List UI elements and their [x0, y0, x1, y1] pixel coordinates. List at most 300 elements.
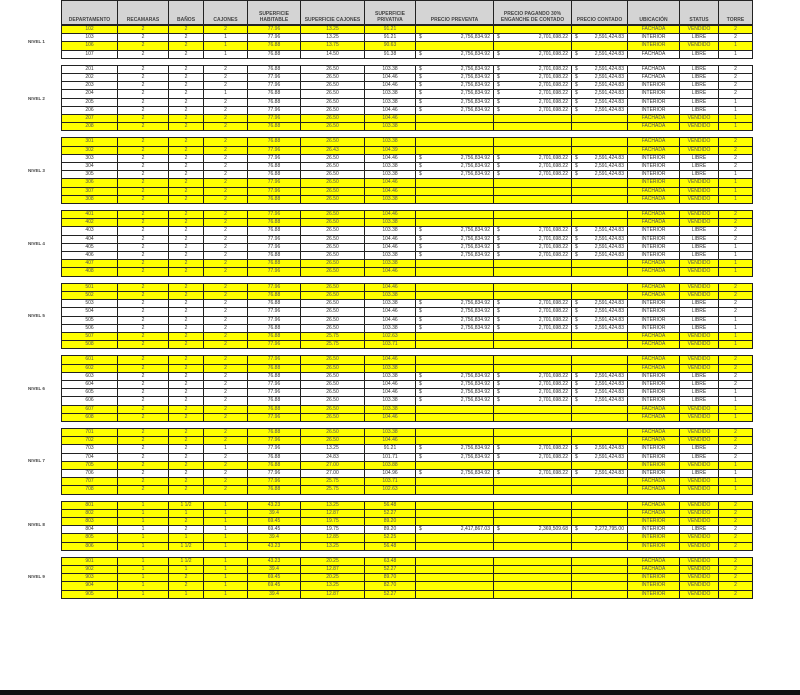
- cell-superficie-privativa: 104.46: [365, 179, 416, 187]
- cell-precio-enganche: [494, 397, 572, 405]
- table-row[interactable]: [62, 179, 753, 187]
- amount: 2,701,698.22: [538, 300, 568, 307]
- table-row[interactable]: [62, 115, 753, 123]
- cell-banos: 2: [169, 486, 204, 494]
- cell-banos: 2: [169, 380, 204, 388]
- cell-precio-enganche: [494, 324, 572, 332]
- cell-superficie-habitable: 43.23: [248, 501, 301, 509]
- cell-cajones: 2: [204, 437, 248, 445]
- cell-superficie-habitable: 76.88: [248, 405, 301, 413]
- cell-departamento: 704: [62, 453, 118, 461]
- cell-precio-enganche: [494, 115, 572, 123]
- cell-status: LIBRE: [680, 252, 719, 260]
- cell-torre: 2: [719, 308, 753, 316]
- cell-precio-enganche: [494, 260, 572, 268]
- cell-superficie-habitable: 77.96: [248, 478, 301, 486]
- cell-precio-contado: [572, 260, 628, 268]
- cell-status: VENDIDO: [680, 268, 719, 276]
- cell-superficie-habitable: 43.23: [248, 542, 301, 550]
- cell-superficie-habitable: 76.88: [248, 397, 301, 405]
- cell-torre: 2: [719, 34, 753, 42]
- cell-departamento: 501: [62, 283, 118, 291]
- cell-cajones: 1: [204, 557, 248, 565]
- cell-superficie-privativa: 52.27: [365, 565, 416, 573]
- cell-precio-contado: [572, 428, 628, 436]
- cell-superficie-privativa: 104.46: [365, 106, 416, 114]
- cell-superficie-privativa: 91.21: [365, 26, 416, 34]
- cell-torre: 1: [719, 389, 753, 397]
- cell-status: LIBRE: [680, 106, 719, 114]
- table-row[interactable]: [62, 146, 753, 154]
- cell-superficie-cajones: 26.50: [301, 65, 365, 73]
- table-row[interactable]: [62, 341, 753, 349]
- column-header-cajones: CAJONES: [204, 1, 248, 25]
- amount: 2,272,795.00: [594, 526, 624, 533]
- cell-precio-enganche: [494, 90, 572, 98]
- table-row[interactable]: [62, 372, 753, 380]
- cell-superficie-habitable: 76.88: [248, 98, 301, 106]
- cell-status: LIBRE: [680, 445, 719, 453]
- currency-symbol: $: [575, 90, 578, 97]
- table-row[interactable]: [62, 90, 753, 98]
- cell-superficie-habitable: 77.96: [248, 356, 301, 364]
- amount: 2,756,834.92: [460, 34, 490, 41]
- cell-precio-enganche: [494, 138, 572, 146]
- cell-superficie-cajones: 26.50: [301, 260, 365, 268]
- cell-recamaras: 2: [118, 26, 169, 34]
- cell-departamento: 902: [62, 565, 118, 573]
- floor-section: [61, 25, 753, 59]
- table-row[interactable]: [62, 123, 753, 131]
- cell-ubicacion: INTERIOR: [628, 308, 680, 316]
- table-row[interactable]: [62, 163, 753, 171]
- cell-departamento: 803: [62, 517, 118, 525]
- cell-superficie-privativa: 90.63: [365, 42, 416, 50]
- cell-precio-preventa: [416, 252, 494, 260]
- cell-departamento: 901: [62, 557, 118, 565]
- cell-banos: 2: [169, 50, 204, 58]
- cell-banos: 2: [169, 478, 204, 486]
- cell-status: LIBRE: [680, 372, 719, 380]
- cell-departamento: 607: [62, 405, 118, 413]
- amount: 2,756,834.92: [460, 82, 490, 89]
- cell-superficie-cajones: 24.83: [301, 453, 365, 461]
- cell-cajones: 2: [204, 308, 248, 316]
- table-row[interactable]: [62, 526, 753, 534]
- cell-precio-enganche: [494, 123, 572, 131]
- table-row[interactable]: [62, 171, 753, 179]
- money-value: [572, 82, 627, 89]
- floor-label: NIVEL 5: [28, 312, 45, 318]
- cell-banos: 2: [169, 397, 204, 405]
- cell-superficie-habitable: 77.96: [248, 211, 301, 219]
- cell-ubicacion: INTERIOR: [628, 34, 680, 42]
- table-row[interactable]: [62, 478, 753, 486]
- cell-recamaras: 2: [118, 316, 169, 324]
- cell-torre: 1: [719, 332, 753, 340]
- cell-banos: 2: [169, 445, 204, 453]
- table-row[interactable]: [62, 428, 753, 436]
- table-row[interactable]: [62, 98, 753, 106]
- table-row[interactable]: [62, 34, 753, 42]
- cell-superficie-habitable: 76.88: [248, 486, 301, 494]
- cell-superficie-privativa: 103.38: [365, 65, 416, 73]
- cell-precio-contado: [572, 557, 628, 565]
- amount: 2,756,834.92: [460, 397, 490, 404]
- currency-symbol: $: [497, 227, 500, 234]
- table-row[interactable]: [62, 154, 753, 162]
- floor-section: [61, 283, 753, 350]
- table-row[interactable]: [62, 582, 753, 590]
- table-row[interactable]: [62, 235, 753, 243]
- cell-superficie-cajones: 13.25: [301, 34, 365, 42]
- cell-precio-enganche: [494, 356, 572, 364]
- currency-symbol: $: [419, 252, 422, 259]
- money-value: [416, 454, 493, 461]
- cell-precio-enganche: [494, 65, 572, 73]
- currency-symbol: $: [497, 308, 500, 315]
- cell-cajones: 2: [204, 163, 248, 171]
- cell-cajones: 2: [204, 389, 248, 397]
- money-value: [572, 107, 627, 114]
- cell-status: LIBRE: [680, 389, 719, 397]
- table-row[interactable]: [62, 397, 753, 405]
- cell-superficie-cajones: 26.50: [301, 82, 365, 90]
- cell-ubicacion: INTERIOR: [628, 106, 680, 114]
- amount: 2,591,424.83: [594, 380, 624, 387]
- cell-cajones: 2: [204, 453, 248, 461]
- cell-precio-preventa: [416, 590, 494, 598]
- table-row[interactable]: [62, 509, 753, 517]
- table-row[interactable]: [62, 74, 753, 82]
- cell-status: VENDIDO: [680, 437, 719, 445]
- table-row[interactable]: [62, 42, 753, 50]
- table-row[interactable]: [62, 26, 753, 34]
- cell-superficie-privativa: 101.71: [365, 453, 416, 461]
- table-row[interactable]: [62, 413, 753, 421]
- cell-precio-contado: [572, 565, 628, 573]
- cell-recamaras: 2: [118, 243, 169, 251]
- cell-ubicacion: INTERIOR: [628, 453, 680, 461]
- cell-recamaras: 2: [118, 179, 169, 187]
- amount: 2,591,424.83: [594, 106, 624, 113]
- table-row[interactable]: [62, 138, 753, 146]
- amount: 2,591,424.83: [594, 74, 624, 81]
- cell-torre: 1: [719, 195, 753, 203]
- amount: 2,701,698.22: [538, 90, 568, 97]
- cell-superficie-habitable: 77.96: [248, 115, 301, 123]
- cell-precio-enganche: [494, 171, 572, 179]
- cell-recamaras: 2: [118, 341, 169, 349]
- amount: 2,591,424.83: [594, 171, 624, 178]
- cell-banos: 2: [169, 42, 204, 50]
- currency-symbol: $: [575, 526, 578, 533]
- money-value: [572, 445, 627, 452]
- currency-symbol: $: [497, 526, 500, 533]
- cell-status: VENDIDO: [680, 534, 719, 542]
- table-row[interactable]: [62, 82, 753, 90]
- cell-precio-contado: [572, 65, 628, 73]
- cell-ubicacion: FACHADA: [628, 356, 680, 364]
- cell-ubicacion: INTERIOR: [628, 397, 680, 405]
- table-row[interactable]: [62, 332, 753, 340]
- cell-superficie-privativa: 103.38: [365, 405, 416, 413]
- cell-departamento: 201: [62, 65, 118, 73]
- table-row[interactable]: [62, 219, 753, 227]
- cell-status: VENDIDO: [680, 138, 719, 146]
- cell-torre: 1: [719, 171, 753, 179]
- table-row[interactable]: [62, 461, 753, 469]
- currency-symbol: $: [575, 380, 578, 387]
- money-value: [572, 381, 627, 388]
- table-row[interactable]: [62, 590, 753, 598]
- cell-torre: 1: [719, 123, 753, 131]
- cell-precio-preventa: [416, 478, 494, 486]
- cell-precio-enganche: [494, 590, 572, 598]
- cell-precio-contado: [572, 372, 628, 380]
- cell-precio-preventa: [416, 106, 494, 114]
- cell-superficie-habitable: 76.88: [248, 461, 301, 469]
- cell-torre: 2: [719, 283, 753, 291]
- amount: 2,591,424.83: [594, 154, 624, 161]
- cell-precio-preventa: [416, 260, 494, 268]
- cell-torre: 2: [719, 219, 753, 227]
- cell-precio-preventa: [416, 557, 494, 565]
- cell-superficie-privativa: 104.46: [365, 154, 416, 162]
- table-row[interactable]: [62, 486, 753, 494]
- cell-cajones: 2: [204, 324, 248, 332]
- cell-superficie-cajones: 20.25: [301, 574, 365, 582]
- amount: 2,701,698.22: [538, 106, 568, 113]
- table-row[interactable]: [62, 316, 753, 324]
- cell-superficie-cajones: 25.75: [301, 341, 365, 349]
- money-value: [494, 470, 571, 477]
- cell-superficie-cajones: 13.25: [301, 26, 365, 34]
- table-row[interactable]: [62, 283, 753, 291]
- cell-precio-enganche: [494, 252, 572, 260]
- table-row[interactable]: [62, 187, 753, 195]
- column-header-superficie-privativa: SUPERFICIE PRIVATIVA: [365, 1, 416, 25]
- cell-precio-enganche: [494, 227, 572, 235]
- cell-departamento: 202: [62, 74, 118, 82]
- cell-precio-contado: [572, 42, 628, 50]
- cell-recamaras: 2: [118, 283, 169, 291]
- table-row[interactable]: [62, 65, 753, 73]
- money-value: [416, 155, 493, 162]
- table-row[interactable]: [62, 227, 753, 235]
- table-row[interactable]: [62, 517, 753, 525]
- cell-banos: 2: [169, 163, 204, 171]
- money-value: [494, 51, 571, 58]
- cell-superficie-habitable: 76.88: [248, 138, 301, 146]
- cell-banos: 1 1/2: [169, 557, 204, 565]
- currency-symbol: $: [575, 74, 578, 81]
- cell-superficie-privativa: 104.46: [365, 356, 416, 364]
- cell-status: LIBRE: [680, 526, 719, 534]
- cell-precio-contado: [572, 138, 628, 146]
- currency-symbol: $: [575, 65, 578, 72]
- cell-recamaras: 2: [118, 478, 169, 486]
- cell-precio-enganche: [494, 219, 572, 227]
- cell-superficie-habitable: 77.96: [248, 74, 301, 82]
- cell-torre: 1: [719, 341, 753, 349]
- cell-torre: 2: [719, 453, 753, 461]
- cell-ubicacion: FACHADA: [628, 260, 680, 268]
- cell-ubicacion: INTERIOR: [628, 372, 680, 380]
- cell-precio-enganche: [494, 243, 572, 251]
- cell-banos: 2: [169, 461, 204, 469]
- cell-status: LIBRE: [680, 65, 719, 73]
- cell-banos: 2: [169, 324, 204, 332]
- amount: 2,591,424.83: [594, 82, 624, 89]
- cell-precio-enganche: [494, 565, 572, 573]
- money-value: [572, 163, 627, 170]
- table-row[interactable]: [62, 445, 753, 453]
- cell-superficie-cajones: 13.25: [301, 501, 365, 509]
- cell-superficie-cajones: 26.50: [301, 437, 365, 445]
- currency-symbol: $: [419, 469, 422, 476]
- table-row[interactable]: [62, 324, 753, 332]
- cell-ubicacion: FACHADA: [628, 291, 680, 299]
- cell-status: VENDIDO: [680, 461, 719, 469]
- floor-label: NIVEL 9: [28, 574, 45, 579]
- cell-precio-contado: [572, 235, 628, 243]
- table-row[interactable]: [62, 268, 753, 276]
- cell-superficie-habitable: 77.96: [248, 26, 301, 34]
- cell-precio-enganche: [494, 413, 572, 421]
- header-row: [62, 1, 753, 25]
- cell-banos: 2: [169, 211, 204, 219]
- table-row[interactable]: [62, 542, 753, 550]
- cell-superficie-habitable: 77.96: [248, 154, 301, 162]
- cell-torre: 1: [719, 461, 753, 469]
- cell-superficie-habitable: 76.88: [248, 219, 301, 227]
- floor-label: NIVEL 4: [28, 240, 45, 246]
- table-row[interactable]: [62, 252, 753, 260]
- cell-departamento: 208: [62, 123, 118, 131]
- cell-cajones: 2: [204, 243, 248, 251]
- cell-ubicacion: INTERIOR: [628, 235, 680, 243]
- cell-banos: 2: [169, 517, 204, 525]
- money-value: [494, 171, 571, 178]
- cell-cajones: 2: [204, 405, 248, 413]
- cell-torre: 2: [719, 356, 753, 364]
- cell-superficie-cajones: 26.50: [301, 283, 365, 291]
- cell-departamento: 905: [62, 590, 118, 598]
- table-row[interactable]: [62, 534, 753, 542]
- amount: 2,756,834.92: [460, 445, 490, 452]
- cell-ubicacion: INTERIOR: [628, 98, 680, 106]
- cell-precio-preventa: [416, 316, 494, 324]
- cell-recamaras: 2: [118, 469, 169, 477]
- cell-cajones: 2: [204, 461, 248, 469]
- amount: 2,591,424.83: [594, 90, 624, 97]
- cell-precio-enganche: [494, 308, 572, 316]
- cell-precio-preventa: [416, 437, 494, 445]
- cell-cajones: 2: [204, 372, 248, 380]
- cell-status: VENDIDO: [680, 195, 719, 203]
- cell-status: LIBRE: [680, 397, 719, 405]
- cell-status: VENDIDO: [680, 115, 719, 123]
- amount: 2,756,834.92: [460, 308, 490, 315]
- table-row[interactable]: [62, 106, 753, 114]
- table-row[interactable]: [62, 364, 753, 372]
- table-row[interactable]: [62, 291, 753, 299]
- cell-precio-preventa: [416, 115, 494, 123]
- money-value: [572, 389, 627, 396]
- cell-ubicacion: INTERIOR: [628, 582, 680, 590]
- cell-precio-contado: [572, 478, 628, 486]
- table-row[interactable]: [62, 453, 753, 461]
- amount: 2,756,834.92: [460, 90, 490, 97]
- cell-status: VENDIDO: [680, 187, 719, 195]
- cell-ubicacion: FACHADA: [628, 50, 680, 58]
- currency-symbol: $: [419, 227, 422, 234]
- cell-precio-contado: [572, 195, 628, 203]
- cell-cajones: 2: [204, 187, 248, 195]
- table-row[interactable]: [62, 557, 753, 565]
- money-value: [494, 66, 571, 73]
- cell-departamento: 801: [62, 501, 118, 509]
- cell-recamaras: 2: [118, 260, 169, 268]
- cell-ubicacion: FACHADA: [628, 146, 680, 154]
- table-row[interactable]: [62, 260, 753, 268]
- table-row[interactable]: [62, 300, 753, 308]
- cell-recamaras: 1: [118, 501, 169, 509]
- cell-superficie-cajones: 19.75: [301, 526, 365, 534]
- table-row[interactable]: [62, 195, 753, 203]
- cell-superficie-habitable: 77.96: [248, 308, 301, 316]
- cell-superficie-habitable: 77.96: [248, 235, 301, 243]
- cell-status: VENDIDO: [680, 557, 719, 565]
- table-row[interactable]: [62, 356, 753, 364]
- cell-superficie-cajones: 26.50: [301, 405, 365, 413]
- currency-symbol: $: [575, 300, 578, 307]
- table-row[interactable]: [62, 574, 753, 582]
- table-row[interactable]: [62, 243, 753, 251]
- table-row[interactable]: [62, 50, 753, 58]
- cell-superficie-cajones: 12.87: [301, 509, 365, 517]
- cell-banos: 1: [169, 534, 204, 542]
- cell-banos: 2: [169, 219, 204, 227]
- cell-status: LIBRE: [680, 74, 719, 82]
- cell-banos: 2: [169, 574, 204, 582]
- table-row[interactable]: [62, 405, 753, 413]
- cell-superficie-habitable: 39.4: [248, 590, 301, 598]
- cell-superficie-cajones: 26.50: [301, 316, 365, 324]
- cell-ubicacion: FACHADA: [628, 478, 680, 486]
- table-row[interactable]: [62, 380, 753, 388]
- table-row[interactable]: [62, 211, 753, 219]
- cell-torre: 2: [719, 437, 753, 445]
- cell-status: VENDIDO: [680, 428, 719, 436]
- cell-torre: 2: [719, 517, 753, 525]
- table-row[interactable]: [62, 565, 753, 573]
- cell-banos: 2: [169, 65, 204, 73]
- amount: 2,756,834.92: [460, 171, 490, 178]
- table-row[interactable]: [62, 308, 753, 316]
- amount: 2,701,698.22: [538, 154, 568, 161]
- table-row[interactable]: [62, 501, 753, 509]
- table-row[interactable]: [62, 437, 753, 445]
- cell-ubicacion: INTERIOR: [628, 517, 680, 525]
- money-value: [494, 325, 571, 332]
- cell-torre: 2: [719, 65, 753, 73]
- table-row[interactable]: [62, 389, 753, 397]
- table-row[interactable]: [62, 469, 753, 477]
- cell-superficie-privativa: 52.25: [365, 534, 416, 542]
- amount: 2,701,698.22: [538, 469, 568, 476]
